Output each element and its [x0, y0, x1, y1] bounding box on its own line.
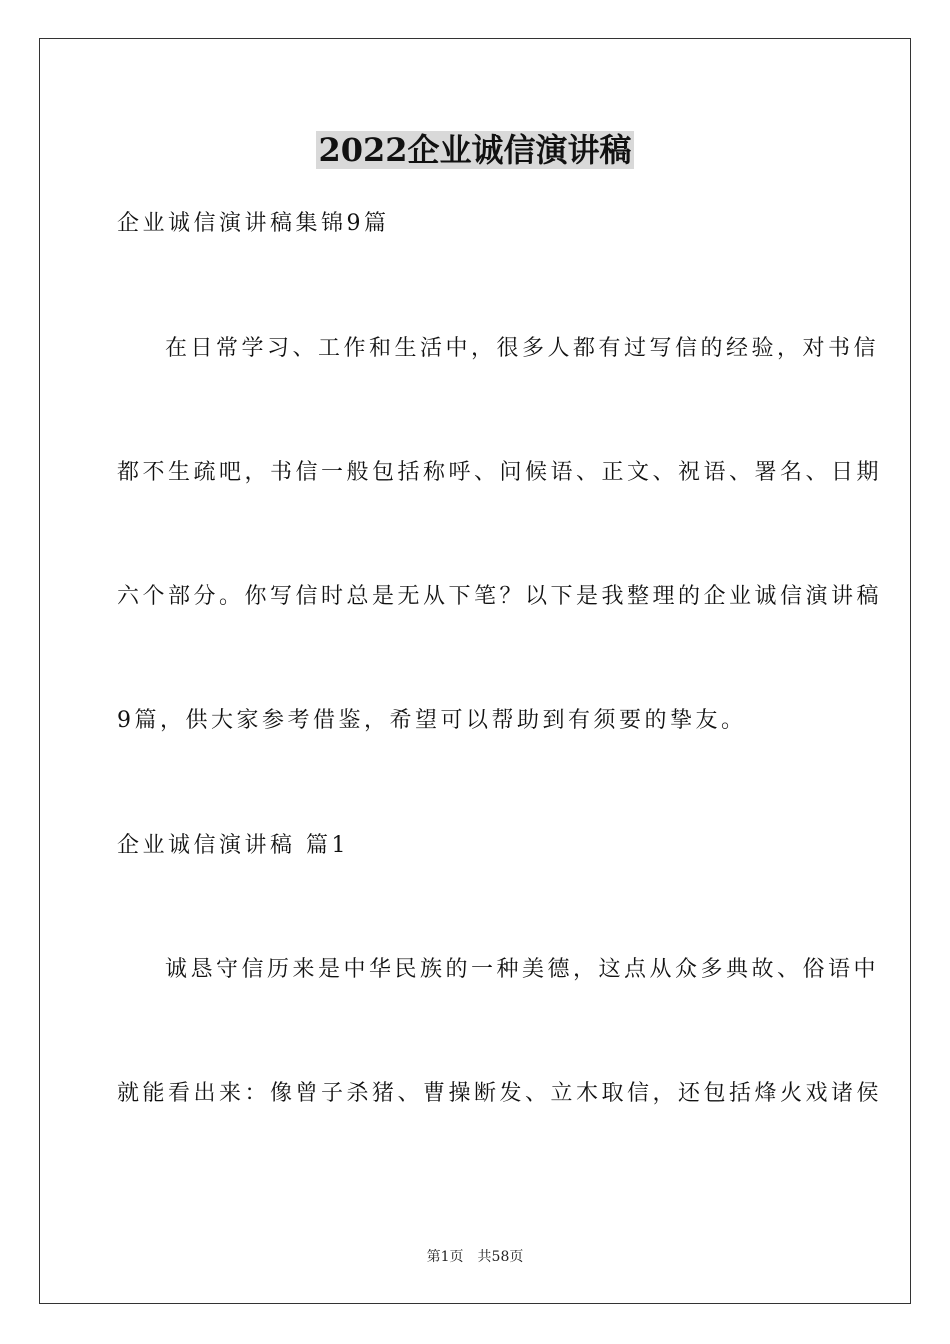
- document-title: [0, 128, 950, 172]
- paragraph-line: 都不生疏吧，书信一般包括称呼、问候语、正文、祝语、署名、日期: [117, 460, 883, 485]
- paragraph-line: 9篇，供大家参考借鉴，希望可以帮助到有须要的挚友。: [117, 708, 747, 733]
- section-heading: 企业诚信演讲稿 篇1: [117, 833, 349, 858]
- paragraph-line: 诚恳守信历来是中华民族的一种美德，这点从众多典故、俗语中: [165, 957, 880, 982]
- paragraph-line: 在日常学习、工作和生活中，很多人都有过写信的经验，对书信: [165, 336, 880, 361]
- paragraph-line: 就能看出来：像曾子杀猪、曹操断发、立木取信，还包括烽火戏诸侯: [117, 1081, 883, 1106]
- paragraph-line: 六个部分。你写信时总是无从下笔？以下是我整理的企业诚信演讲稿: [117, 584, 883, 609]
- title-text: 2022企业诚信演讲稿: [318, 131, 632, 169]
- subtitle-line: 企业诚信演讲稿集锦9篇: [117, 211, 390, 236]
- page-footer: 第1页 共58页: [426, 1249, 524, 1265]
